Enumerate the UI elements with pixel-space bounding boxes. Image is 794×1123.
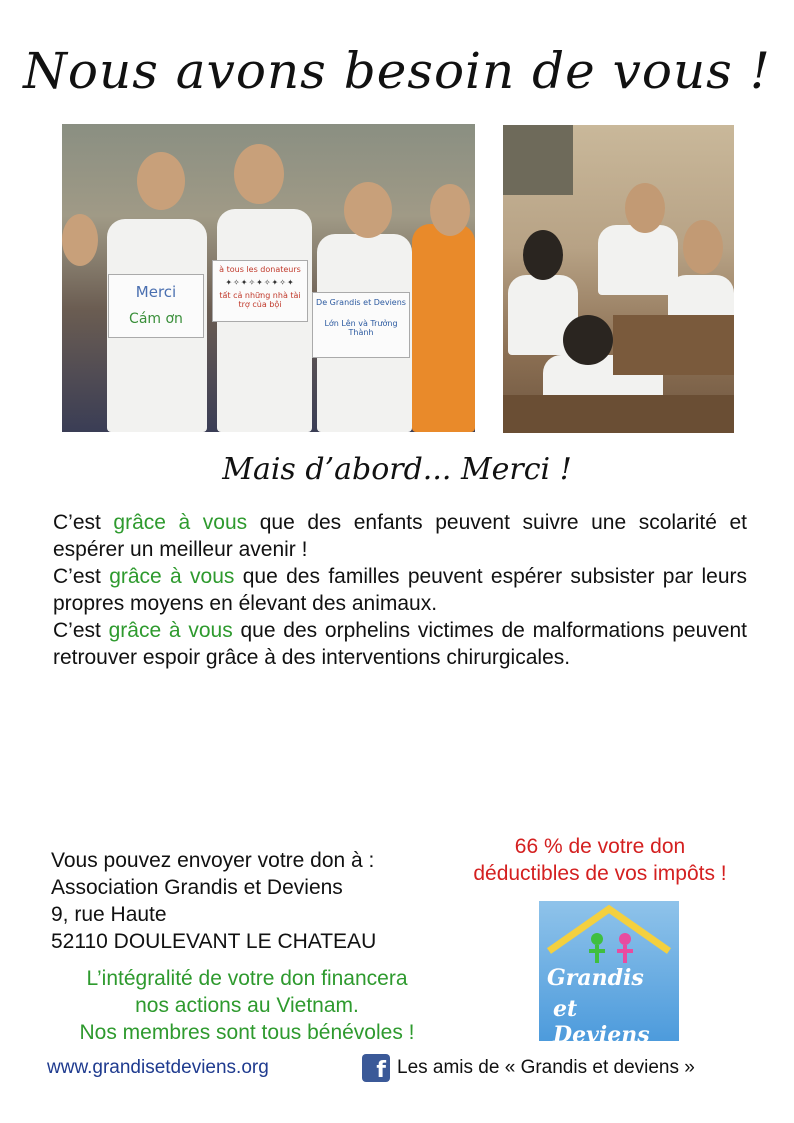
city-address: 52110 DOULEVANT LE CHATEAU — [51, 930, 377, 953]
facebook-icon[interactable]: f — [362, 1054, 390, 1082]
note-line: L’intégralité de votre don financera — [86, 967, 408, 990]
desk — [503, 395, 734, 433]
thank-you-heading: Mais d’abord... Merci ! — [222, 452, 572, 487]
child-face — [62, 214, 98, 266]
address-intro: Vous pouvez envoyer votre don à : — [51, 849, 375, 872]
child-head — [523, 230, 563, 280]
street-address: 9, rue Haute — [51, 903, 167, 926]
note-line: nos actions au Vietnam. — [135, 994, 359, 1017]
children-thank-you-photo — [62, 124, 475, 432]
donation-use-note — [42, 965, 452, 1046]
child-face — [625, 183, 665, 233]
child-head — [563, 315, 613, 365]
association-sign — [312, 292, 410, 358]
logo-text: et Deviens — [553, 996, 650, 1041]
text: C’est — [53, 511, 114, 534]
sign-text: Merci — [135, 283, 177, 301]
text: C’est — [53, 619, 109, 642]
text: C’est — [53, 565, 110, 588]
tax-line: 66 % de votre don — [514, 835, 686, 858]
logo-text: Grandis — [547, 965, 644, 991]
sign-text: tất cả những nhà tài trợ của bội — [219, 291, 301, 309]
paragraph — [53, 617, 747, 671]
grandis-et-deviens-logo — [539, 901, 679, 1041]
facebook-page-label: Les amis de « Grandis et deviens » — [397, 1057, 695, 1078]
highlight: grâce à vous — [108, 619, 233, 642]
page-title: Nous avons besoin de vous ! — [23, 42, 771, 100]
thank-you-text — [53, 509, 747, 671]
child-face — [137, 152, 185, 210]
sign-text: à tous les donateurs — [219, 265, 301, 274]
note-line: Nos membres sont tous bénévoles ! — [79, 1021, 415, 1044]
sign-text: Lớn Lên và Trưởng Thành — [324, 319, 398, 337]
highlight: grâce à vous — [109, 565, 235, 588]
sign-text: Cám ơn — [129, 311, 183, 327]
paragraph — [53, 563, 747, 617]
text: que des familles peuvent espérer subsister par leurs propres moyens en élevant des animaux. — [53, 565, 747, 615]
donors-sign — [212, 260, 308, 322]
website-link[interactable]: www.grandisetdeviens.org — [47, 1057, 269, 1078]
child-figure — [598, 225, 678, 295]
paragraph — [53, 509, 747, 563]
tax-deduction-notice — [440, 833, 760, 887]
child-face — [344, 182, 392, 238]
sign-text: De Grandis et Deviens — [316, 298, 406, 307]
child-figure — [412, 224, 475, 432]
association-name: Association Grandis et Deviens — [51, 876, 343, 899]
highlight: grâce à vous — [113, 511, 248, 534]
desk — [613, 315, 734, 375]
classroom-photo — [503, 125, 734, 433]
child-face — [683, 220, 723, 274]
sign-ornament: ✦✧✦✧✦✧✦✧✦ — [225, 278, 295, 287]
text: que des enfants peuvent suivre une scolarité et espérer un meilleur avenir ! — [53, 511, 747, 561]
window — [503, 125, 573, 195]
mailing-address — [51, 847, 376, 955]
merci-sign — [108, 274, 204, 338]
tax-line: déductibles de vos impôts ! — [473, 862, 727, 885]
child-face — [430, 184, 470, 236]
text: que des orphelins victimes de malformations peuvent retrouver espoir grâce à des interventions chirurgicales. — [53, 619, 747, 669]
child-face — [234, 144, 284, 204]
